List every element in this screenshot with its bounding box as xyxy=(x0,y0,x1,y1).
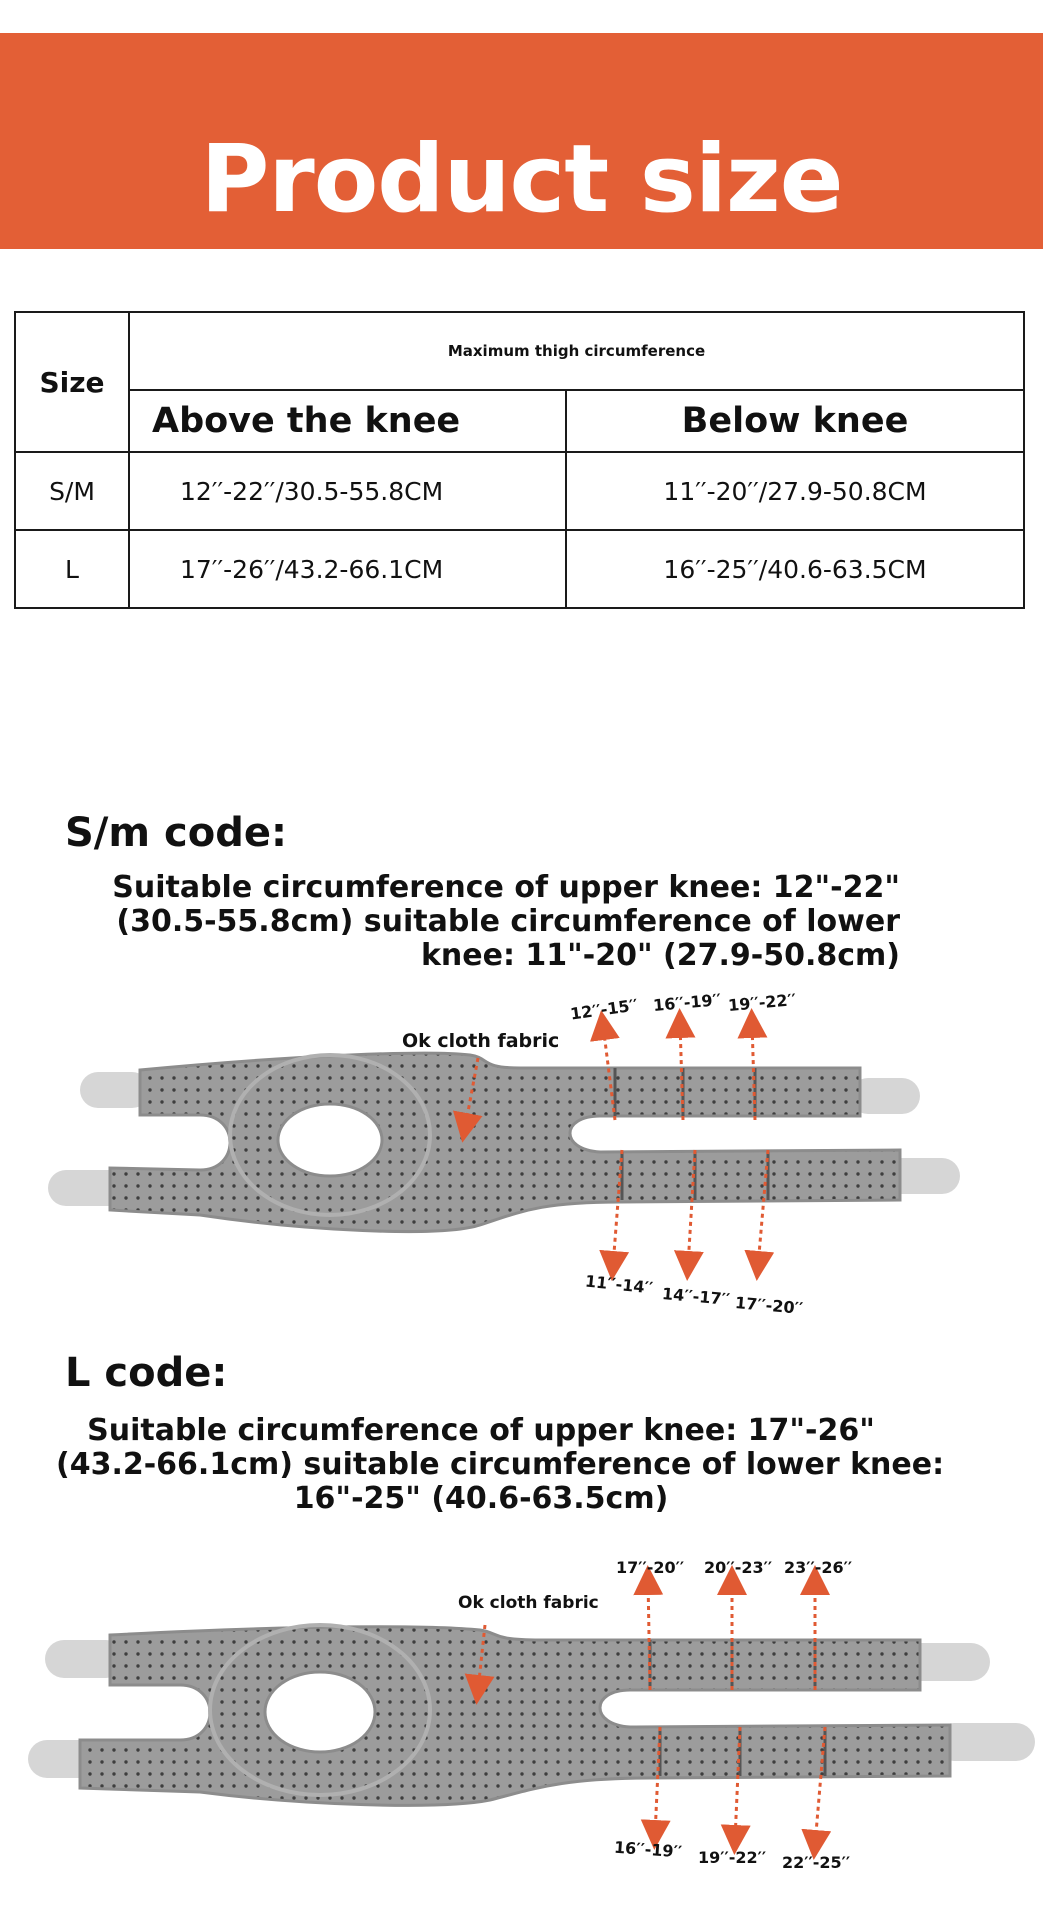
thigh-circumference-header xyxy=(129,312,1024,390)
sm-lower-measure: 14′′-17′′ xyxy=(661,1284,731,1309)
group-header-line1: Maximum thigh xyxy=(447,341,580,360)
l-knee-brace-illustration xyxy=(0,1540,1043,1880)
sm-upper-measure: 19′′-22′′ xyxy=(727,990,797,1015)
l-lower-measure: 19′′-22′′ xyxy=(698,1848,767,1867)
l-upper-measure: 23′′-26′′ xyxy=(784,1558,853,1577)
l-desc-line1: Suitable circumference of upper knee: 17"-26" xyxy=(87,1413,875,1448)
page-title: Product size xyxy=(200,125,843,234)
l-desc-line3: 16"-25" (40.6-63.5cm) xyxy=(293,1481,669,1516)
sm-description xyxy=(60,871,900,973)
above-cell: 17′′-26′′/43.2-66.1CM xyxy=(129,530,566,608)
l-desc-line2: (43.2-66.1cm) suitable circumference of lower knee: xyxy=(56,1447,945,1482)
above-knee-header: Above the knee xyxy=(129,390,566,452)
table-subheader-row xyxy=(15,390,1024,452)
size-cell: L xyxy=(15,530,129,608)
below-knee-header: Below knee xyxy=(566,390,1024,452)
below-cell: 16′′-25′′/40.6-63.5CM xyxy=(566,530,1024,608)
sm-lower-measure: 11′′-14′′ xyxy=(584,1271,654,1298)
l-lower-measure: 22′′-25′′ xyxy=(782,1853,851,1872)
sm-fabric-label: Ok cloth fabric xyxy=(402,1030,560,1052)
sm-upper-measure: 16′′-19′′ xyxy=(652,990,722,1015)
table-row xyxy=(15,452,1024,530)
size-column-header: Size xyxy=(15,312,129,452)
l-upper-measure: 20′′-23′′ xyxy=(704,1558,773,1577)
sm-upper-measure: 12′′-15′′ xyxy=(569,995,640,1024)
size-table xyxy=(14,311,1025,609)
l-fabric-label: Ok cloth fabric xyxy=(458,1593,599,1613)
sm-desc-line1: Suitable circumference of upper knee: 12"-22" xyxy=(112,870,900,905)
l-upper-measure: 17′′-20′′ xyxy=(616,1558,685,1577)
sm-desc-line3: knee: 11"-20" (27.9-50.8cm) xyxy=(420,938,900,973)
header-banner xyxy=(0,33,1043,249)
below-cell: 11′′-20′′/27.9-50.8CM xyxy=(566,452,1024,530)
sm-code-heading: S/m code: xyxy=(65,810,287,856)
sm-desc-line2: (30.5-55.8cm) suitable circumference of lower xyxy=(116,904,900,939)
l-code-heading: L code: xyxy=(65,1350,228,1396)
l-description xyxy=(56,1413,945,1516)
size-cell: S/M xyxy=(15,452,129,530)
table-header-row xyxy=(15,312,1024,390)
table-row xyxy=(15,530,1024,608)
sm-lower-measure: 17′′-20′′ xyxy=(734,1293,804,1318)
group-header-line2: circumference xyxy=(584,341,706,360)
above-cell: 12′′-22′′/30.5-55.8CM xyxy=(129,452,566,530)
l-lower-measure: 16′′-19′′ xyxy=(613,1837,683,1862)
